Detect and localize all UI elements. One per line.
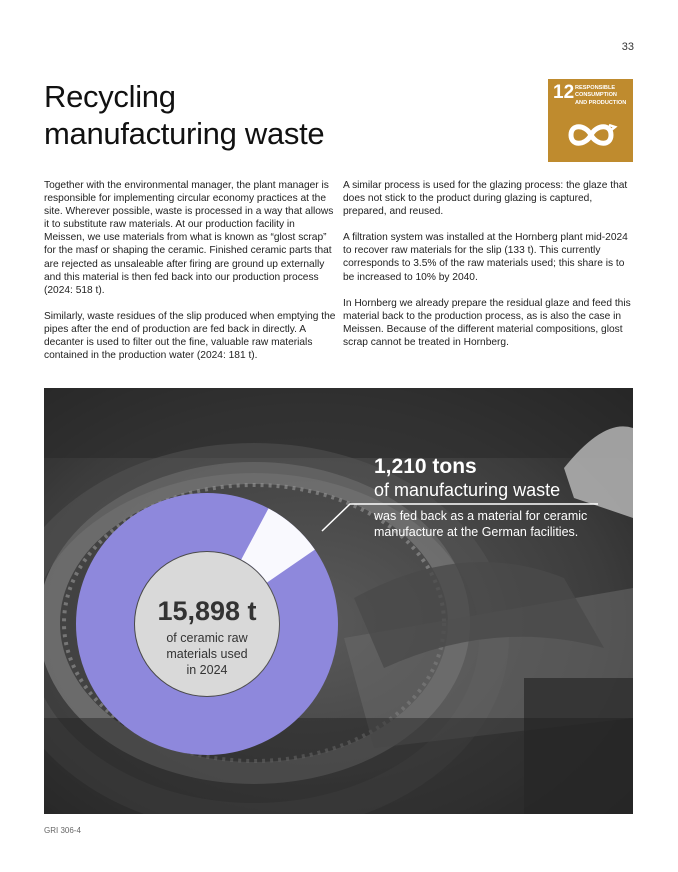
paragraph: In Hornberg we already prepare the residual glaze and feed this material back to the production process, as is also the case in Meissen. Because of the different material compositions, glost scrap cannot be treated in Hornberg. (343, 297, 631, 348)
title-line-1: Recycling (44, 79, 176, 114)
highlight-desc-line-1: was fed back as a material for ceramic (374, 509, 588, 523)
sdg-text-line-3: AND PRODUCTION (575, 99, 627, 106)
left-text-column (44, 179, 336, 375)
total-desc-line-1: of ceramic raw (166, 631, 248, 645)
highlight-desc-line-2: manufacture at the German facilities. (374, 525, 579, 539)
sdg-number: 12 (553, 82, 575, 103)
paragraph: Together with the environmental manager, the plant manager is responsible for implementing circular economy practices at the site. Wherever possible, waste is processed in a way that allows it to substitute raw materials. At our production facility in Meissen, we use materials from what is known as “glost scrap” for the masf or shaping the ceramic. Finished ceramic parts that are rejected as unsaleable after firing are ground up externally and this material is then fed back into our production process (2024: 518 t). (44, 180, 334, 296)
total-desc-line-3: in 2024 (186, 663, 228, 677)
total-desc-line-2: materials used (166, 647, 248, 661)
highlight-value-label: 1,210 tons (374, 455, 477, 478)
sdg-text-line-2: CONSUMPTION (575, 92, 617, 99)
sdg-12-badge (548, 79, 633, 162)
infinity-loop-icon (563, 119, 619, 151)
gri-reference: GRI 306-4 (44, 826, 81, 835)
paragraph: A filtration system was installed at the Hornberg plant mid-2024 to recover raw materials for the slip (133 t). This currently corresponds to 3.5% of the raw materials used; this share is to be increased to 10% by 2040. (343, 232, 628, 283)
paragraph: Similarly, waste residues of the slip produced when emptying the pipes after the end of production are fed back in directly. A decanter is used to filter out the fine, valuable raw materials contained in the production water (2024: 181 t). (44, 310, 336, 362)
page-number: 33 (621, 41, 634, 53)
page-title (44, 78, 324, 152)
paragraph: A similar process is used for the glazing process: the glaze that does not stick to the product during glazing is captured, prepared, and reused. (343, 180, 628, 218)
infographic-photo (44, 388, 633, 814)
highlight-subtitle: of manufacturing waste (374, 480, 561, 500)
right-text-column (343, 179, 635, 362)
title-line-2: manufacturing waste (44, 116, 325, 151)
total-value-label: 15,898 t (157, 596, 257, 626)
sdg-text-line-1: RESPONSIBLE (575, 85, 616, 91)
sdg-goal-text (575, 85, 626, 107)
